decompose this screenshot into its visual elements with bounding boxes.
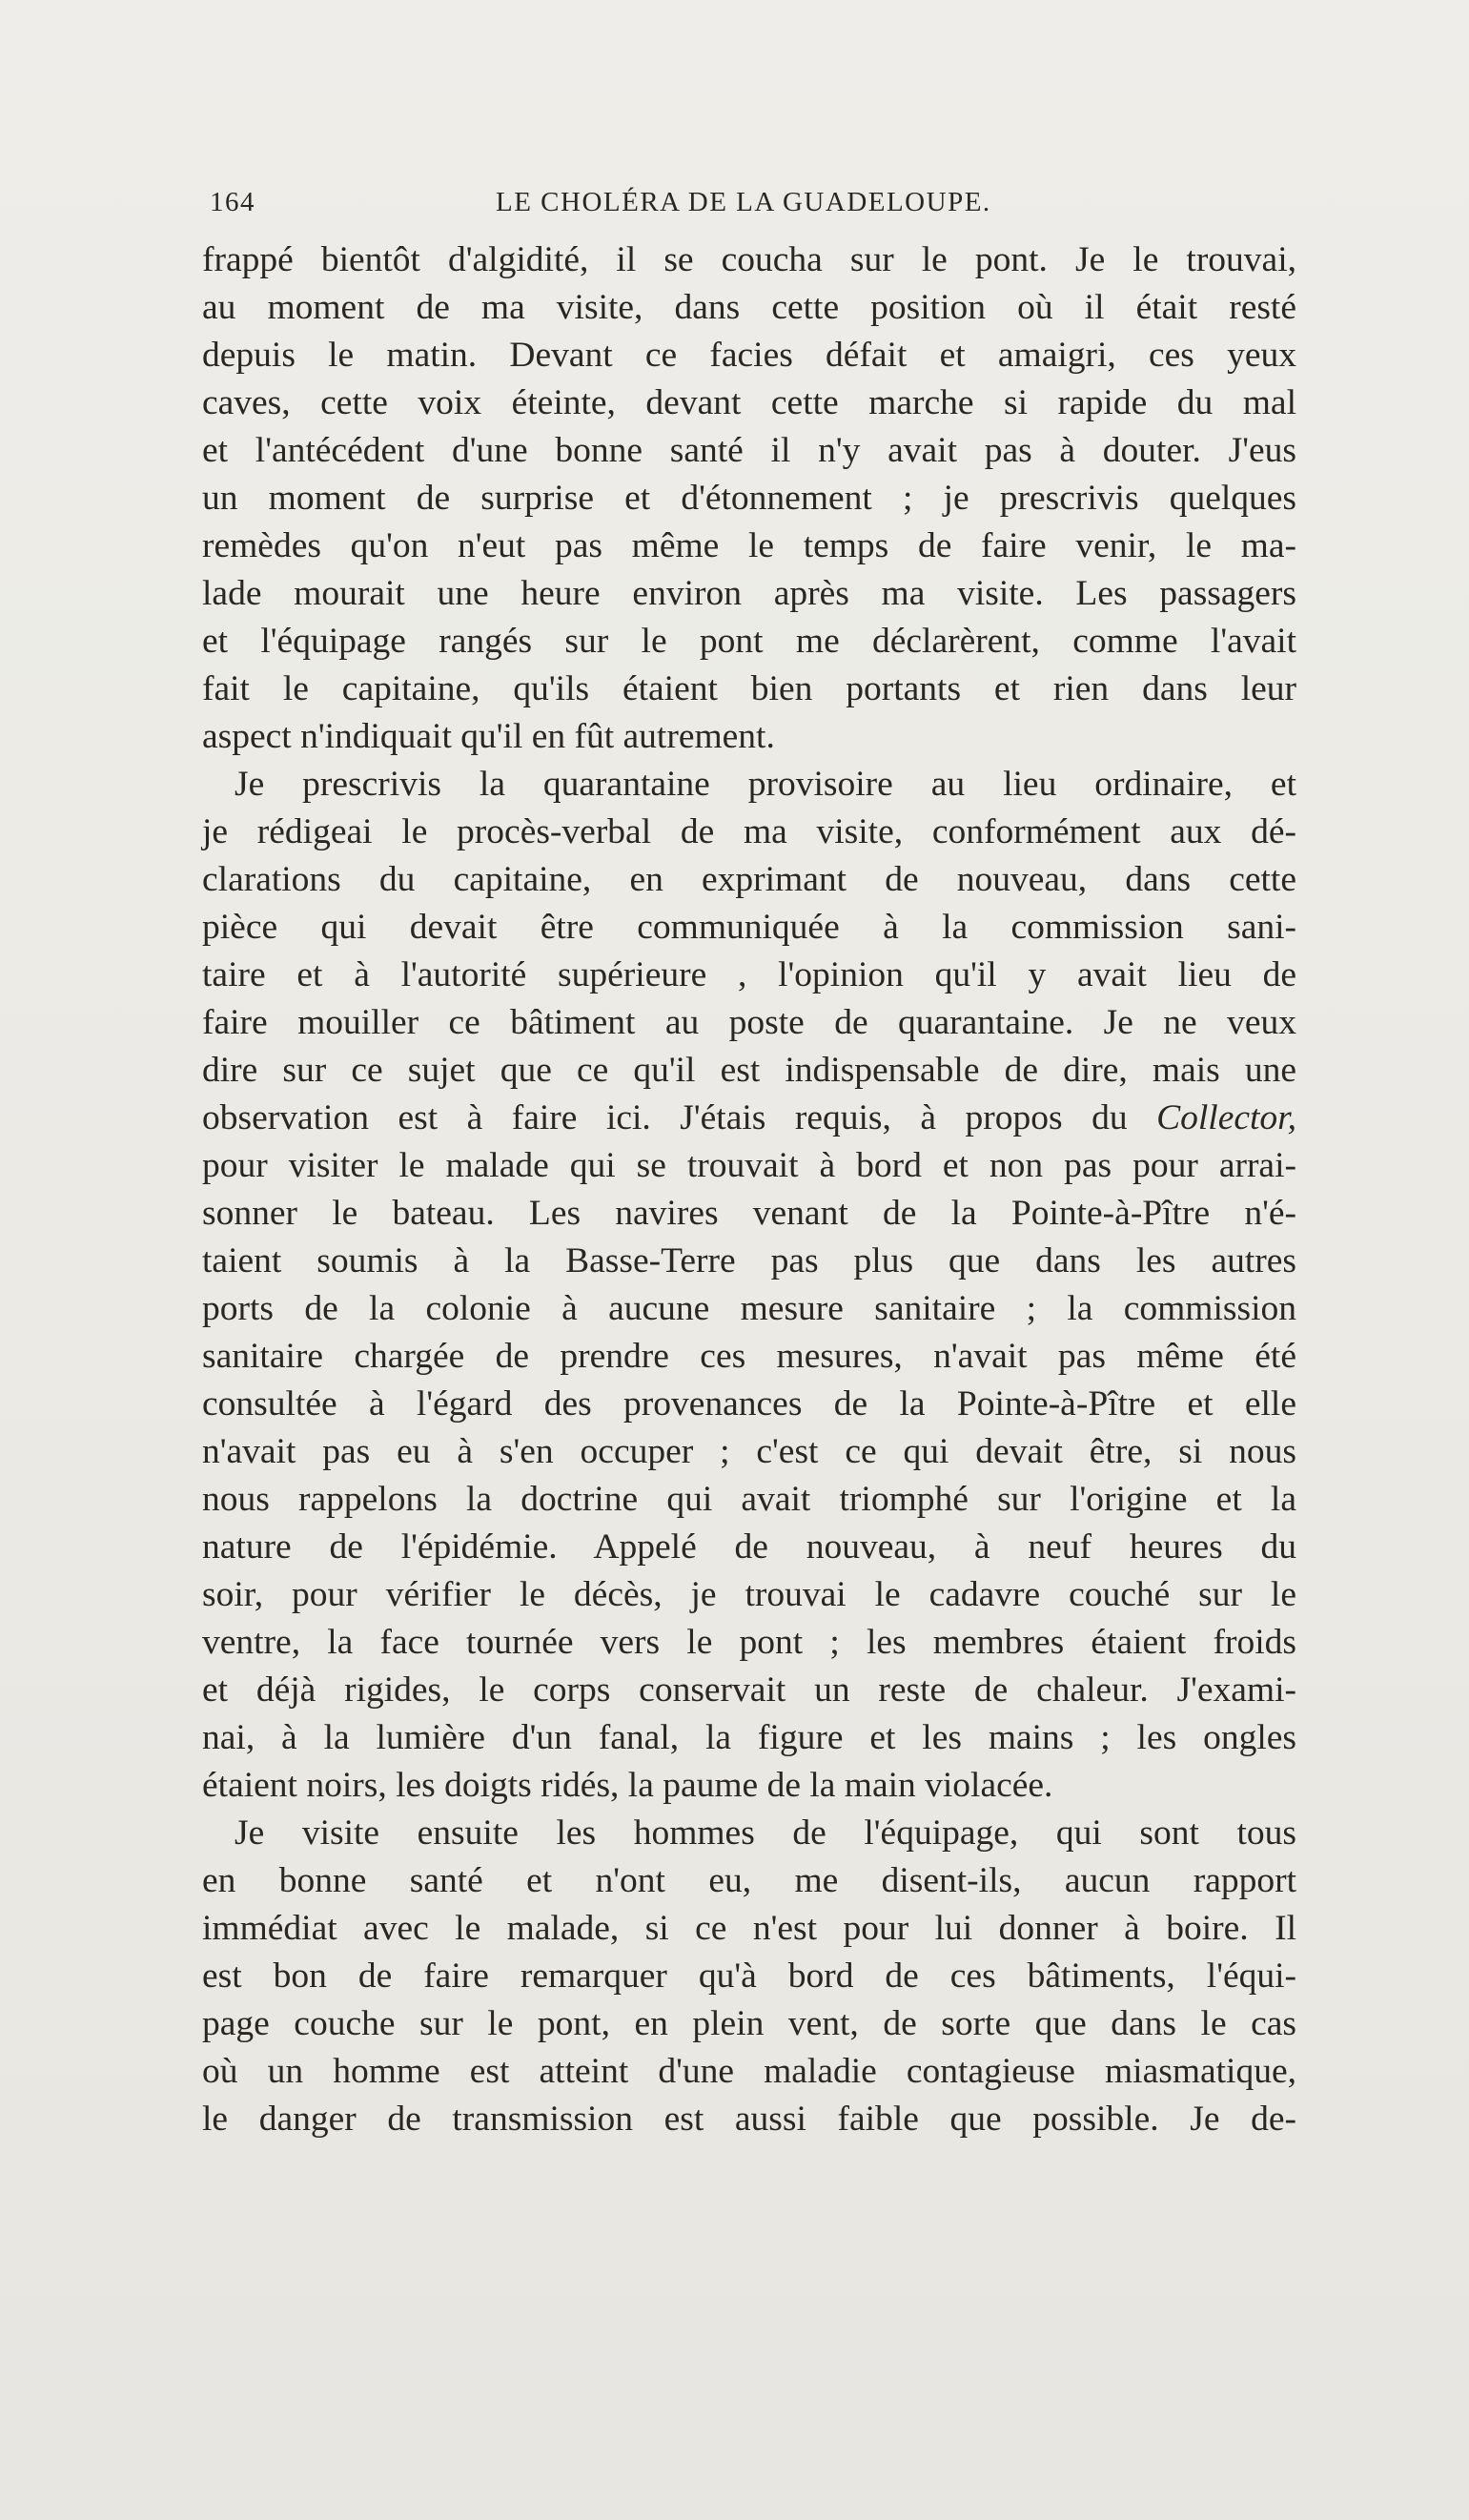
text-line: nature de l'épidémie. Appelé de nouveau, à neuf heures du: [202, 1527, 1296, 1567]
ship-name-italic: Collector,: [1156, 1098, 1296, 1137]
text-line: au moment de ma visite, dans cette position où il était resté: [202, 288, 1296, 327]
body-text: [202, 236, 1296, 2143]
text-line: frappé bientôt d'algidité, il se coucha sur le pont. Je le trouvai,: [202, 240, 1296, 279]
text-line: caves, cette voix éteinte, devant cette marche si rapide du mal: [202, 383, 1296, 422]
text-line: sonner le bateau. Les navires venant de la Pointe-à-Pître n'é-: [202, 1194, 1296, 1233]
text-line: taire et à l'autorité supérieure , l'opinion qu'il y avait lieu de: [202, 955, 1296, 994]
text-line: depuis le matin. Devant ce facies défait et amaigri, ces yeux: [202, 336, 1296, 375]
text-line: page couche sur le pont, en plein vent, de sorte que dans le cas: [202, 2004, 1296, 2043]
text-line: soir, pour vérifier le décès, je trouvai le cadavre couché sur le: [202, 1575, 1296, 1614]
text-line: et l'antécédent d'une bonne santé il n'y avait pas à douter. J'eus: [202, 431, 1296, 470]
text-line: pièce qui devait être communiquée à la commission sani-: [202, 908, 1296, 947]
paragraph-start-line: Je visite ensuite les hommes de l'équipage, qui sont tous: [235, 1813, 1296, 1853]
text-line: est bon de faire remarquer qu'à bord de ces bâtiments, l'équi-: [202, 1957, 1296, 1996]
text-line: où un homme est atteint d'une maladie contagieuse miasmatique,: [202, 2052, 1296, 2091]
text-line: clarations du capitaine, en exprimant de nouveau, dans cette: [202, 860, 1296, 899]
text-line: nous rappelons la doctrine qui avait triomphé sur l'origine et la: [202, 1480, 1296, 1519]
text-line: le danger de transmission est aussi faible que possible. Je de-: [202, 2100, 1296, 2139]
text-line: je rédigeai le procès-verbal de ma visite, conformément aux dé-: [202, 812, 1296, 851]
text-line: aspect n'indiquait qu'il en fût autrement.: [202, 717, 775, 756]
text-line: sanitaire chargée de prendre ces mesures, n'avait pas même été: [202, 1337, 1296, 1376]
page-number: 164: [210, 187, 255, 217]
text-line: étaient noirs, les doigts ridés, la paume de la main violacée.: [202, 1766, 1053, 1805]
text-line: n'avait pas eu à s'en occuper ; c'est ce qui devait être, si nous: [202, 1432, 1296, 1471]
running-head-title: LE CHOLÉRA DE LA GUADELOUPE.: [496, 187, 991, 217]
text-segment: observation est à faire ici. J'étais requis, à propos du: [202, 1098, 1128, 1137]
paragraph-start-line: Je prescrivis la quarantaine provisoire au lieu ordinaire, et: [235, 765, 1296, 804]
text-line: un moment de surprise et d'étonnement ; je prescrivis quelques: [202, 479, 1296, 518]
text-line: et l'équipage rangés sur le pont me déclarèrent, comme l'avait: [202, 622, 1296, 661]
text-line: pour visiter le malade qui se trouvait à bord et non pas pour arrai-: [202, 1146, 1296, 1185]
text-line-with-italic: [202, 1095, 1296, 1142]
text-line: nai, à la lumière d'un fanal, la figure et les mains ; les ongles: [202, 1718, 1296, 1757]
text-line: consultée à l'égard des provenances de la Pointe-à-Pître et elle: [202, 1384, 1296, 1424]
text-line: immédiat avec le malade, si ce n'est pour lui donner à boire. Il: [202, 1909, 1296, 1948]
text-line: taient soumis à la Basse-Terre pas plus que dans les autres: [202, 1241, 1296, 1280]
text-line: et déjà rigides, le corps conservait un reste de chaleur. J'exami-: [202, 1670, 1296, 1710]
text-line: fait le capitaine, qu'ils étaient bien portants et rien dans leur: [202, 669, 1296, 708]
text-line: faire mouiller ce bâtiment au poste de quarantaine. Je ne veux: [202, 1003, 1296, 1042]
running-head: [210, 187, 1296, 229]
text-line: remèdes qu'on n'eut pas même le temps de faire venir, le ma-: [202, 526, 1296, 565]
text-line: ventre, la face tournée vers le pont ; les membres étaient froids: [202, 1623, 1296, 1662]
text-line: en bonne santé et n'ont eu, me disent-ils, aucun rapport: [202, 1861, 1296, 1900]
text-line: ports de la colonie à aucune mesure sanitaire ; la commission: [202, 1289, 1296, 1328]
text-line: lade mourait une heure environ après ma visite. Les passagers: [202, 574, 1296, 613]
text-line: dire sur ce sujet que ce qu'il est indispensable de dire, mais une: [202, 1051, 1296, 1090]
